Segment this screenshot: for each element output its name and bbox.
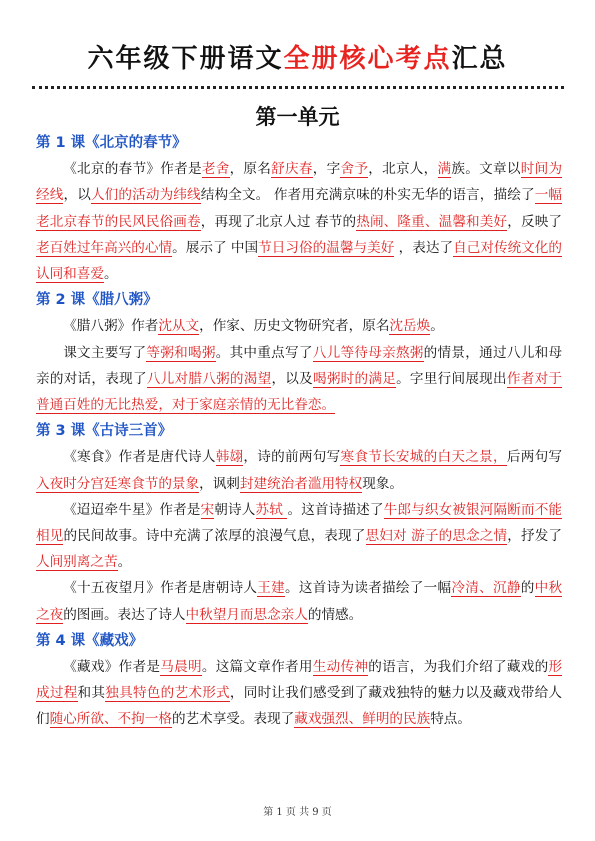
key-point: 人们的活动为纬线 <box>90 187 201 204</box>
key-point: 舒庆春 <box>271 161 313 178</box>
title-part-1: 六年级下册语文 <box>87 44 284 74</box>
lesson-heading: 第 2 课《腊八粥》 <box>36 292 158 309</box>
text-segment: 。这首诗为读者描绘了一幅 <box>285 580 452 597</box>
text-segment: 。字里行间展现出 <box>396 370 507 387</box>
text-segment: 。这首诗描述了 <box>287 501 384 518</box>
key-point: 舍予 <box>340 161 369 178</box>
key-point: 随心所欲、不拘一格 <box>49 711 172 728</box>
title-part-2: 汇总 <box>451 44 508 74</box>
key-point: 思妇对 游子的思念之情 <box>365 528 508 545</box>
key-point: 苏轼 <box>255 501 288 518</box>
page-title <box>0 38 595 75</box>
title-highlight: 全册核心考点 <box>283 44 452 74</box>
text-segment: 《藏戏》作者是 <box>63 659 161 676</box>
text-segment: 。其中重点写了 <box>215 344 313 361</box>
key-point: 宋 <box>200 501 215 518</box>
text-segment: 的民间故事。诗中充满了浓厚的浪漫气息，表现了 <box>63 528 366 545</box>
text-segment: ，北京人， <box>368 161 438 178</box>
key-point: 时间为经线 <box>36 161 563 204</box>
text-segment: ，再现了北京人过 春节的 <box>200 213 357 230</box>
key-point: 马晨明 <box>160 659 202 676</box>
text-segment: ，表达了 <box>394 239 454 256</box>
text-segment: 《腊八粥》作者 <box>63 318 159 335</box>
text-segment: ，字 <box>312 161 341 178</box>
key-point: 等粥和喝粥 <box>146 344 216 361</box>
text-segment: ，以及 <box>271 370 313 387</box>
lesson-heading: 第 1 课《北京的春节》 <box>36 135 187 151</box>
text-segment: 结构全文。 作者用充满京味的朴实无华的语言，描绘了 <box>200 187 535 204</box>
text-segment: 特点。 <box>430 711 471 728</box>
key-point: 寒食节长安城的白天之景， <box>340 449 507 466</box>
lesson-paragraph <box>36 156 562 287</box>
text-segment: 的艺术享受。表现了 <box>171 711 295 728</box>
text-segment: 的语言，为我们介绍了藏戏的 <box>368 659 549 676</box>
text-segment: 《十五夜望月》作者是唐朝诗人 <box>63 580 258 597</box>
text-segment: ，抒发了 <box>507 528 563 545</box>
key-point: 热闹、隆重、温馨和美好 <box>356 213 508 230</box>
key-point: 作者对于普通百姓的无比热爱，对于家庭亲情的无比眷恋。 <box>36 370 563 414</box>
text-segment: 后两句写 <box>506 449 563 466</box>
text-segment: 的情景，通过八儿和母亲的对话，表现了 <box>36 344 563 387</box>
text-segment: ，原名 <box>229 161 272 178</box>
text-segment: 的 <box>520 580 535 597</box>
document-body <box>36 130 562 733</box>
key-point: 冷清、沉静 <box>451 580 521 597</box>
lesson-paragraph <box>36 654 562 733</box>
key-point: 人间别离之苦 <box>36 554 118 571</box>
text-segment: 《迢迢牵牛星》作者是 <box>63 501 201 518</box>
text-segment: 课文主要写了 <box>63 344 147 361</box>
key-point: 沈岳焕 <box>389 318 431 335</box>
lesson-paragraph <box>36 575 562 627</box>
text-segment: 现象。 <box>362 475 404 492</box>
text-segment: ，作家、历史文物研究者，原名 <box>199 318 390 335</box>
key-point: 入夜时分宫廷寒食节的景象 <box>36 475 200 492</box>
key-point: 生动传神 <box>312 659 369 676</box>
key-point: 封建统治者滥用特权 <box>239 475 363 492</box>
text-segment: ，以 <box>63 187 91 204</box>
key-point: 八儿对腊八粥的渴望 <box>146 370 272 387</box>
text-segment: 的情感。 <box>307 606 363 623</box>
key-point: 节日习俗的温馨与美好 <box>258 239 395 256</box>
text-segment: ，讽刺 <box>199 475 240 492</box>
key-point: 喝粥时的满足 <box>312 370 397 387</box>
key-point: 八儿等待母亲熬粥 <box>312 344 424 361</box>
unit-heading: 第一单元 <box>255 105 340 129</box>
text-segment: 。展示了 中国 <box>172 239 259 256</box>
text-segment: ，诗的前两句写 <box>243 449 341 466</box>
key-point: 老舍 <box>201 161 230 178</box>
key-point: 自己对传统文化的认同和喜爱 <box>36 239 562 283</box>
text-segment: 的图画。表达了诗人 <box>63 606 186 623</box>
key-point: 满 <box>437 161 452 178</box>
lesson-paragraph <box>36 313 562 339</box>
text-segment: 。这篇文章作者用 <box>201 659 313 676</box>
key-point: 王建 <box>257 580 286 597</box>
key-point: 沈从文 <box>158 318 200 335</box>
key-point: 老百姓过年高兴的心情 <box>36 239 173 256</box>
text-segment: 。 <box>103 266 118 283</box>
lesson-paragraph <box>36 444 562 496</box>
page-footer: 第 1 页 共 9 页 <box>263 807 332 818</box>
text-segment: 。 <box>117 554 132 571</box>
text-segment: 。 <box>430 318 444 335</box>
key-point: 形成过程 <box>36 659 563 702</box>
lesson-heading: 第 4 课《藏戏》 <box>36 632 144 649</box>
key-point: 独具特色的艺术形式 <box>105 685 230 702</box>
lesson-heading: 第 3 课《古诗三首》 <box>36 423 173 440</box>
text-segment: 《寒食》作者是唐代诗人 <box>63 449 216 466</box>
text-segment: ，同时让我们感受到了藏戏独特的魅力以及藏戏带给人们 <box>36 685 563 728</box>
key-point: 牛郎与织女被银河隔断而不能相见 <box>36 501 563 545</box>
text-segment: 《北京的春节》作者是 <box>63 161 202 178</box>
text-segment: ，反映了 <box>507 213 563 230</box>
key-point: 韩翃 <box>215 449 244 466</box>
lesson-paragraph <box>36 497 562 576</box>
lesson-paragraph <box>36 340 562 419</box>
key-point: 藏戏强烈、鲜明的民族 <box>294 711 431 728</box>
key-point: 中秋望月而思念亲人 <box>185 606 308 623</box>
text-segment: 族。文章以 <box>451 161 521 178</box>
key-point: 中秋之夜 <box>36 580 563 623</box>
text-segment: 和其 <box>77 685 106 702</box>
key-point: 一幅老北京春节的民风民俗画卷 <box>36 187 563 230</box>
dotted-divider <box>32 86 564 89</box>
text-segment: 朝诗人 <box>214 501 256 518</box>
